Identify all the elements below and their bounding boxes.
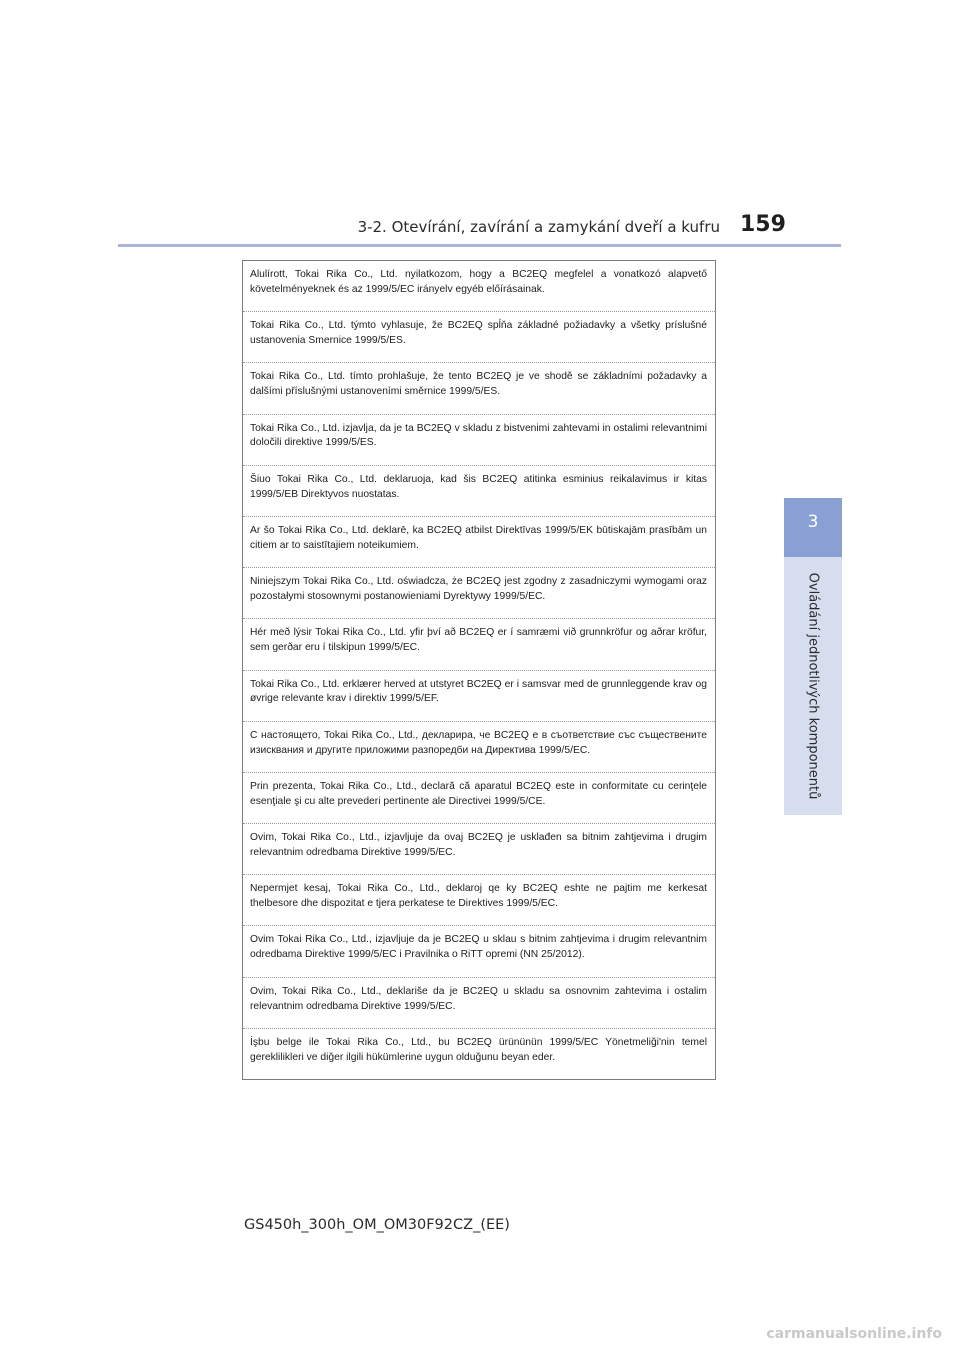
declaration-croatian: Ovim Tokai Rika Co., Ltd., izjavljuje da je BC2EQ u sklau s bitnim zahtjevima i drugim relevantnim odredbama Direktive 1999/5/EC i Pravilnika o RiTT opremi (NN 25/2012).	[243, 926, 715, 977]
declaration-latvian: Ar šo Tokai Rika Co., Ltd. deklarē, ka BC2EQ atbilst Direktīvas 1999/5/EK būtiskajām prasībām un citiem ar to saistītajiem noteikumiem.	[243, 517, 715, 568]
declaration-icelandic: Hér með lýsir Tokai Rika Co., Ltd. yfir því að BC2EQ er í samræmi við grunnkröfur og aðrar kröfur, sem gerðar eru í tilskipun 1999/5/EC.	[243, 619, 715, 670]
declaration-bulgarian: С настоящето, Tokai Rika Co., Ltd., декларира, че BC2EQ е в съответствие със съществените изисквания и другите приложими разпоредби на Директива 1999/5/EC.	[243, 722, 715, 773]
declaration-norwegian: Tokai Rika Co., Ltd. erklærer herved at utstyret BC2EQ er i samsvar med de grunnleggende krav og øvrige relevante krav i direktiv 1999/5/EF.	[243, 671, 715, 722]
section-title: 3-2. Otevírání, zavírání a zamykání dveří a kufru	[357, 218, 720, 236]
page-number: 159	[740, 212, 786, 237]
declaration-table	[242, 260, 716, 1080]
manual-code: GS450h_300h_OM_OM30F92CZ_(EE)	[244, 1217, 510, 1233]
chapter-number: 3	[807, 512, 819, 532]
declaration-slovenian: Tokai Rika Co., Ltd. izjavlja, da je ta BC2EQ v skladu z bistvenimi zahtevami in ostalimi relevantnimi določili direktive 1999/5/ES.	[243, 415, 715, 466]
declaration-serbian: Ovim, Tokai Rika Co., Ltd., deklariše da je BC2EQ u skladu sa osnovnim zahtevima i ostalim relevantnim odredbama Direktive 1999/5/EC.	[243, 978, 715, 1029]
declaration-romanian: Prin prezenta, Tokai Rika Co., Ltd., declară că aparatul BC2EQ este in conformitate cu cerinţele esenţiale şi cu alte prevederi pertinente ale Directivei 1999/5/CE.	[243, 773, 715, 824]
declaration-slovak: Tokai Rika Co., Ltd. týmto vyhlasuje, že BC2EQ spĺňa základné požiadavky a všetky príslušné ustanovenia Smernice 1999/5/ES.	[243, 312, 715, 363]
declaration-lithuanian: Šiuo Tokai Rika Co., Ltd. deklaruoja, kad šis BC2EQ atitinka esminius reikalavimus ir kitas 1999/5/EB Direktyvos nuostatas.	[243, 466, 715, 517]
declaration-hungarian: Alulírott, Tokai Rika Co., Ltd. nyilatkozom, hogy a BC2EQ megfelel a vonatkozó alapvető követelményeknek és az 1999/5/EC irányelv egyéb előírásainak.	[243, 261, 715, 312]
declaration-albanian: Nepermjet kesaj, Tokai Rika Co., Ltd., deklaroj qe ky BC2EQ eshte ne pajtim me kerkesat thelbesore dhe dispozitat e tjera perkatese te Direktives 1999/5/EC.	[243, 875, 715, 926]
header-divider	[118, 244, 841, 247]
declaration-turkish: İşbu belge ile Tokai Rika Co., Ltd., bu BC2EQ ürününün 1999/5/EC Yönetmeliği'nin temel gereklilikleri ve diğer ilgili hükümlerine uygun olduğunu beyan eder.	[250, 1036, 707, 1063]
chapter-title: Ovládání jednotlivých komponentů	[805, 572, 821, 800]
watermark: carmanualsonline.info	[766, 1326, 942, 1342]
declaration-bosnian: Ovim, Tokai Rika Co., Ltd., izjavljuje da ovaj BC2EQ je usklađen sa bitnim zahtjevima i drugim relevantnim odredbama Direktive 1999/5/EC.	[243, 824, 715, 875]
declaration-polish: Niniejszym Tokai Rika Co., Ltd. oświadcza, że BC2EQ jest zgodny z zasadniczymi wymogami oraz pozostałymi stosownymi postanowieniami Dyrektywy 1999/5/EC.	[243, 568, 715, 619]
declaration-czech: Tokai Rika Co., Ltd. tímto prohlašuje, že tento BC2EQ je ve shodě se základními požadavky a dalšími příslušnými ustanoveními směrnice 1999/5/ES.	[243, 363, 715, 414]
